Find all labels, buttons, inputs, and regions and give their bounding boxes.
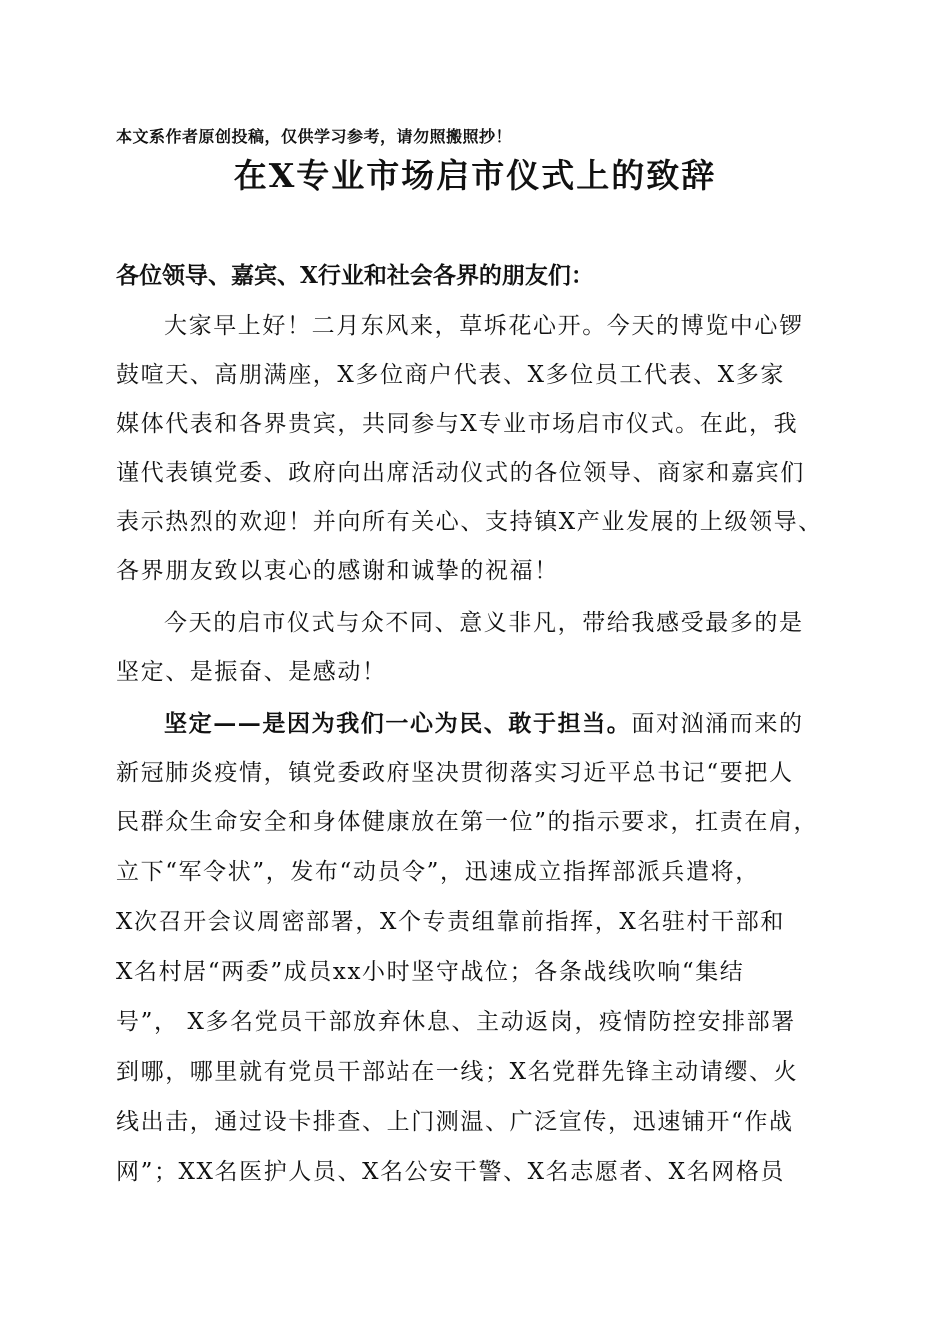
copyright-notice: 本文系作者原创投稿，仅供学习参考，请勿照搬照抄！	[116, 127, 513, 146]
body-line-with-lead	[164, 707, 856, 741]
body-line: 今天的启市仪式与众不同、意义非凡，带给我感受最多的是	[164, 610, 804, 636]
body-line: 表示热烈的欢迎！并向所有关心、支持镇X产业发展的上级领导、	[116, 509, 823, 535]
body-line: X名村居“两委”成员xx小时坚守战位；各条战线吹响“集结	[116, 959, 745, 985]
body-line: 各界朋友致以衷心的感谢和诚挚的祝福！	[116, 558, 559, 584]
body-line: 立下“军令状”，发布“动员令”，迅速成立指挥部派兵遣将，	[116, 859, 760, 885]
body-line: 到哪，哪里就有党员干部站在一线；X名党群先锋主动请缨、火	[116, 1059, 799, 1085]
body-line-text: 面对汹涌而来的	[631, 711, 804, 737]
body-line: X次召开会议周密部署，X个专责组靠前指挥，X名驻村干部和	[116, 909, 785, 935]
body-line: 鼓喧天、高朋满座，X多位商户代表、X多位员工代表、X多家	[116, 362, 785, 388]
document-title: 在X专业市场启市仪式上的致辞	[233, 156, 717, 195]
bold-lead: 坚定——是因为我们一心为民、敢于担当。	[164, 710, 632, 737]
salutation: 各位领导、嘉宾、X行业和社会各界的朋友们：	[116, 262, 594, 289]
body-line: 新冠肺炎疫情，镇党委政府坚决贯彻落实习近平总书记“要把人	[116, 760, 794, 786]
body-line: 媒体代表和各界贵宾，共同参与X专业市场启市仪式。在此，我	[116, 411, 799, 437]
body-line: 民群众生命安全和身体健康放在第一位”的指示要求，扛责在肩，	[116, 809, 819, 835]
body-line: 坚定、是振奋、是感动！	[116, 659, 387, 685]
body-line: 网”；XX名医护人员、X名公安干警、X名志愿者、X名网格员	[116, 1159, 786, 1185]
body-line: 谨代表镇党委、政府向出席活动仪式的各位领导、商家和嘉宾们	[116, 460, 805, 486]
body-line: 号”， X多名党员干部放弃休息、主动返岗，疫情防控安排部署	[116, 1009, 796, 1035]
body-line: 线出击，通过设卡排查、上门测温、广泛宣传，迅速铺开“作战	[116, 1109, 794, 1135]
body-line: 大家早上好！二月东风来，草坼花心开。今天的博览中心锣	[164, 313, 804, 339]
